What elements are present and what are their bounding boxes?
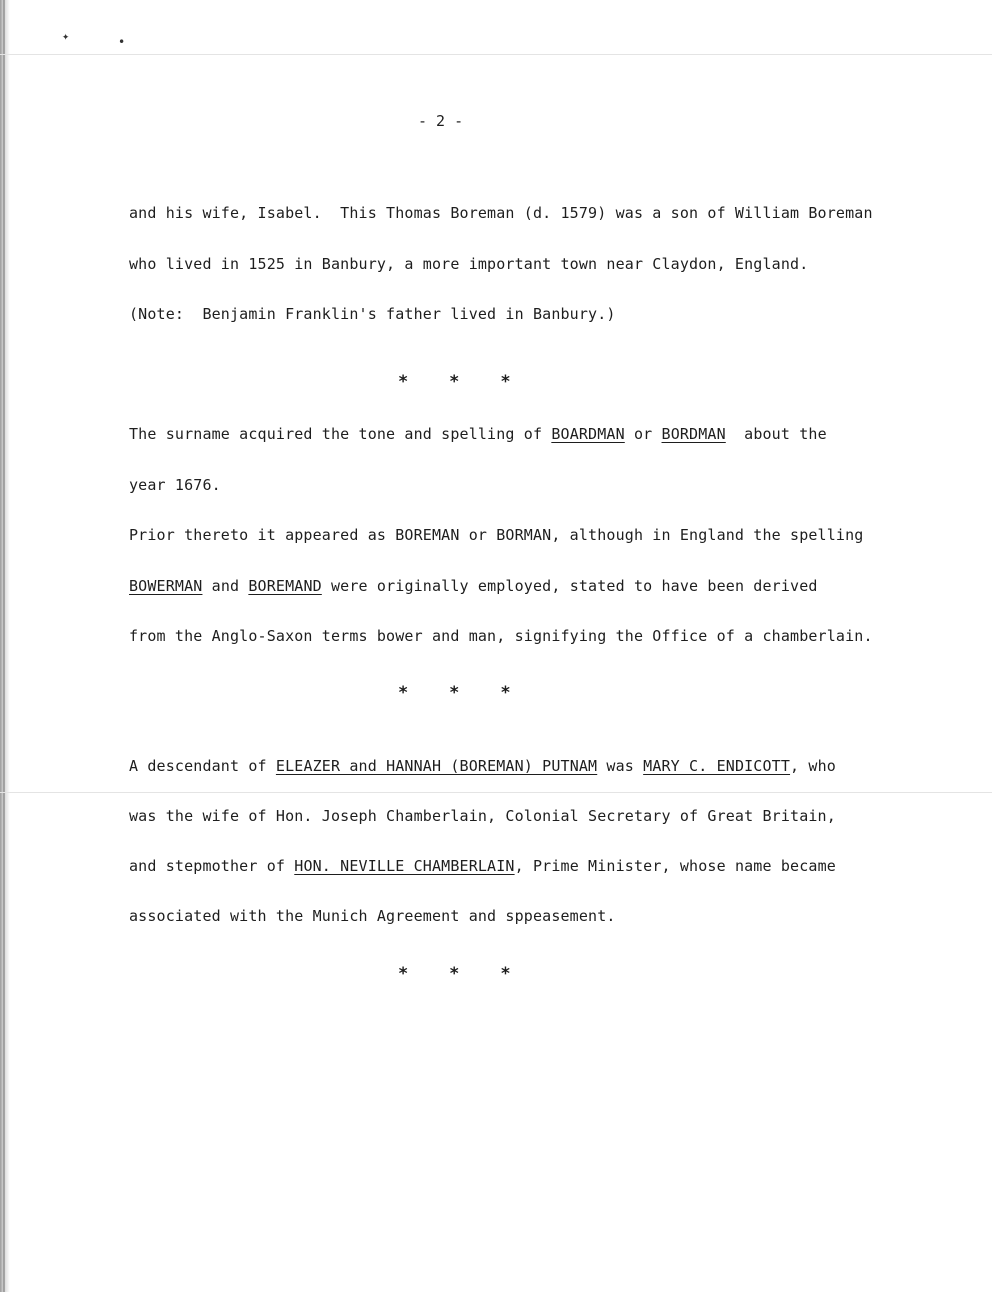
paragraph-4-line-2: was the wife of Hon. Joseph Chamberlain, Colonial Secretary of Great Britain, (129, 807, 836, 825)
section-separator-3: * * * (398, 964, 511, 984)
scan-speck-mark: ✦ (62, 29, 70, 43)
section-separator-1: * * * (398, 372, 511, 392)
text-segment: about the (725, 425, 827, 443)
underlined-name-putnam: ELEAZER and HANNAH (BOREMAN) PUTNAM (275, 757, 598, 775)
underlined-name-boardman: BOARDMAN (551, 425, 625, 443)
paragraph-4-line-3 (129, 856, 836, 876)
paragraph-3-line-1: Prior thereto it appeared as BOREMAN or BORMAN, although in England the spelling (129, 526, 864, 544)
text-segment: were originally employed, stated to have been derived (321, 577, 818, 595)
paragraph-4-line-4: associated with the Munich Agreement and sppeasement. (129, 907, 616, 925)
paragraph-1-line-1: and his wife, Isabel. This Thomas Boreman (d. 1579) was a son of William Boreman (129, 204, 873, 222)
text-segment: The surname acquired the tone and spelling of (129, 425, 552, 443)
underlined-name-bordman: BORDMAN (661, 425, 726, 443)
paragraph-2-line-2: year 1676. (129, 476, 221, 494)
paragraph-3-line-3: from the Anglo-Saxon terms bower and man, signifying the Office of a chamberlain. (129, 627, 873, 645)
paragraph-3-line-2 (129, 576, 818, 596)
section-separator-2: * * * (398, 683, 511, 703)
text-segment: A descendant of (129, 757, 276, 775)
underlined-name-boremand: BOREMAND (248, 577, 322, 595)
underlined-name-endicott: MARY C. ENDICOTT (643, 757, 791, 775)
paragraph-1-line-2: who lived in 1525 in Banbury, a more important town near Claydon, England. (129, 255, 809, 273)
text-segment: , Prime Minister, whose name became (514, 857, 836, 875)
text-segment: and stepmother of (129, 857, 295, 875)
paragraph-4-line-1 (129, 756, 836, 776)
paragraph-1-line-3: (Note: Benjamin Franklin's father lived in Banbury.) (129, 305, 616, 323)
scan-speck-mark: • (118, 35, 126, 49)
text-segment: or (624, 425, 662, 443)
fold-line-top (0, 54, 992, 55)
text-segment: , who (790, 757, 836, 775)
text-segment: and (202, 577, 249, 595)
underlined-name-bowerman: BOWERMAN (129, 577, 203, 595)
text-segment: was (597, 757, 644, 775)
paragraph-2-line-1 (129, 424, 827, 444)
underlined-name-neville-chamberlain: HON. NEVILLE CHAMBERLAIN (294, 857, 515, 875)
scan-edge-shadow (0, 0, 10, 1292)
scan-edge-line (3, 0, 5, 1292)
page-number: - 2 - (418, 112, 464, 130)
fold-line-middle (0, 792, 992, 793)
